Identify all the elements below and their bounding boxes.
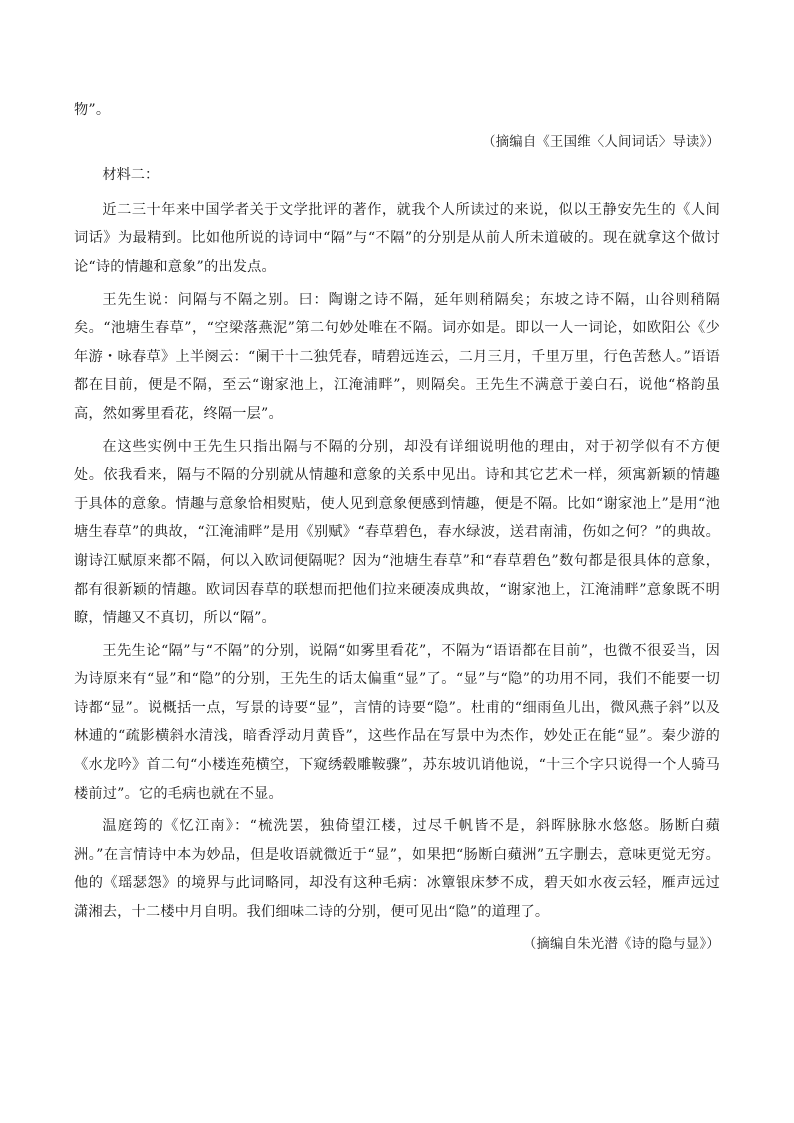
material-label: 材料二： [102, 167, 160, 184]
paragraph-5: 温庭筠的《忆江南》：“梳洗罢，独倚望江楼，过尽千帆皆不是，斜晖脉脉水悠悠。肠断白蘋洲。”在言情诗中本为妙品，但是收语就微近于“显”，如果把“肠断白蘋洲”五字删去，意味更觉无穷。他的《瑶瑟怨》的境界与此词略同，却没有这种毛病：冰簟银床梦不成，碧天如水夜云轻，雁声远过潇湘去，十二楼中月自明。我们细味二诗的分别，便可见出“隐”的道理了。 [74, 818, 720, 921]
intro-fragment: 物”。 [74, 102, 111, 118]
paragraph-2: 王先生说：问隔与不隔之别。曰：陶谢之诗不隔，延年则稍隔矣；东坡之诗不隔，山谷则稍隔矣。“池塘生春草”，“空梁落燕泥”第二句妙处唯在不隔。词亦如是。即以一人一词论，如欧阳公《少年游・咏春草》上半阕云：“阑干十二独凭春，晴碧远连云，二月三月，千里万里，行色苦愁人。”语语都在目前，便是不隔，至云“谢家池上，江淹浦畔”，则隔矣。王先生不满意于姜白石，说他“格韵虽高，然如雾里看花，终隔一层”。 [74, 291, 720, 422]
source-citation-1: （摘编自《王国维〈人间词话〉导读》） [482, 134, 720, 150]
paragraph-3: 在这些实例中王先生只指出隔与不隔的分别，却没有详细说明他的理由，对于初学似有不方便处。依我看来，隔与不隔的分别就从情趣和意象的关系中见出。诗和其它艺术一样，须寓新颖的情趣于具体的意象。情趣与意象恰相熨贴，使人见到意象便感到情趣，便是不隔。比如“谢家池上”是用“池塘生春草”的典故，“江淹浦畔”是用《别赋》“春草碧色，春水绿波，送君南浦，伤如之何？”的典故。谢诗江赋原来都不隔，何以入欧词便隔呢？因为“池塘生春草”和“春草碧色”数句都是很具体的意象，都有很新颖的情趣。欧词因春草的联想而把他们拉来硬凑成典故，“谢家池上，江淹浦畔”意象既不明瞭，情趣又不真切，所以“隔”。 [74, 438, 720, 627]
paragraph-4: 王先生论“隔”与“不隔”的分别，说隔“如雾里看花”，不隔为“语语都在目前”，也微不很妥当，因为诗原来有“显”和“隐”的分别，王先生的话太偏重“显”了。“显”与“隐”的功用不同，我们不能要一切诗都“显”。说概括一点，写景的诗要“显”，言情的诗要“隐”。杜甫的“细雨鱼儿出，微风燕子斜”以及林逋的“疏影横斜水清浅，暗香浮动月黄昏”，这些作品在写景中为杰作，妙处正在能“显”。秦少游的《水龙吟》首二句“小楼连苑横空，下窥绣毂雕鞍骤”，苏东坡讥诮他说，“十三个字只说得一个人骑马楼前过”。它的毛病也就在不显。 [74, 642, 720, 802]
source-citation-2: （摘编自朱光潜《诗的隐与显》） [522, 936, 720, 952]
document-body [74, 96, 720, 959]
paragraph-1: 近二三十年来中国学者关于文学批评的著作，就我个人所读过的来说，似以王静安先生的《人间词话》为最精到。比如他所说的诗词中“隔”与“不隔”的分别是从前人所未道破的。现在就拿这个做讨论“诗的情趣和意象”的出发点。 [74, 201, 720, 275]
